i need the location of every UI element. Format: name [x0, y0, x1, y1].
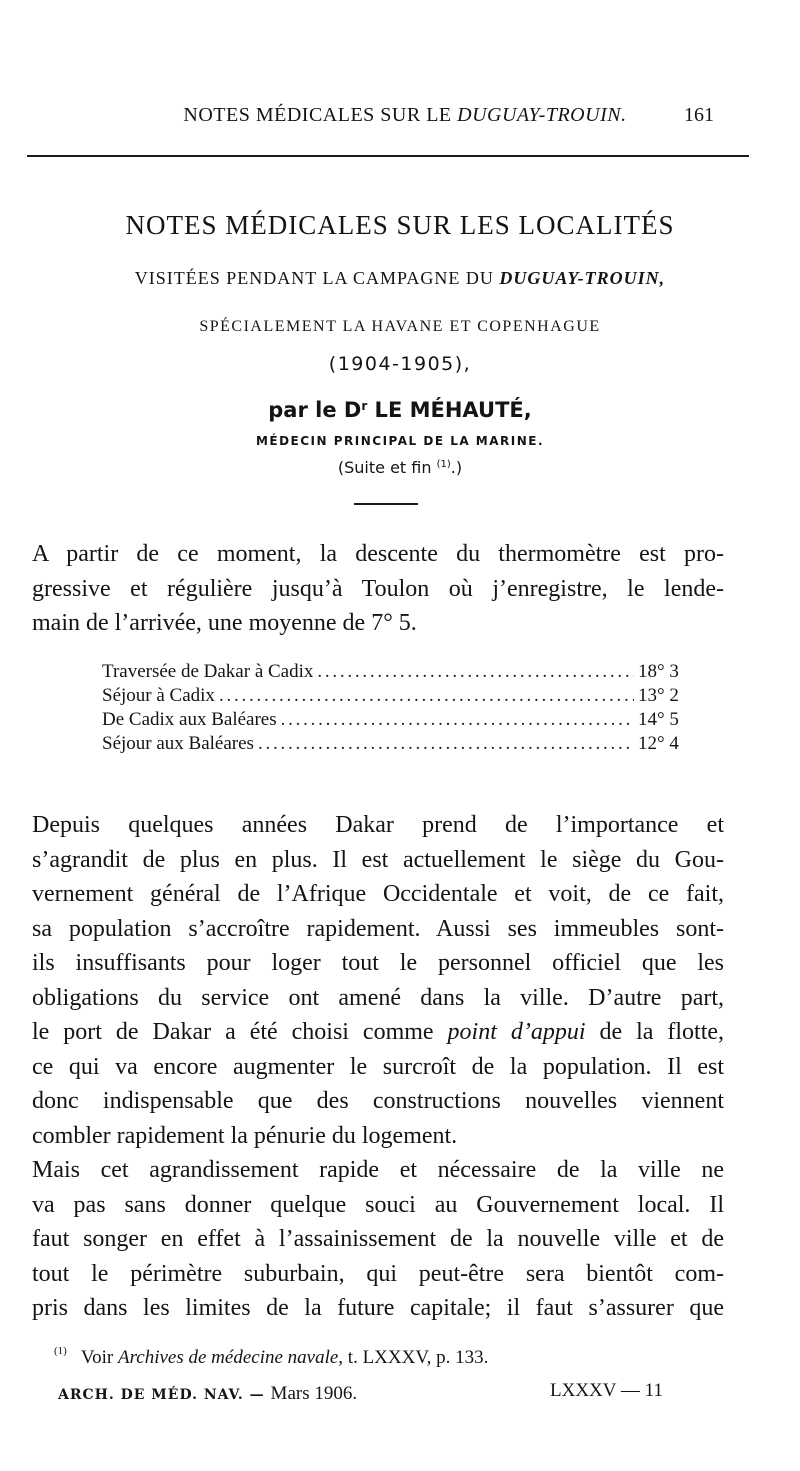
article-title-line2 — [0, 268, 800, 289]
journal-imprint — [58, 1383, 357, 1405]
signature-mark: LXXXV — 11 — [550, 1380, 663, 1401]
text-line: donc indispensable que des constructions nouvelles viennent — [32, 1088, 724, 1114]
temperature-value: 13° 2 — [638, 685, 679, 706]
temperature-row — [102, 660, 698, 684]
text-line: s’agrandit de plus en plus. Il est actuellement le siège du Gou- — [32, 846, 724, 873]
author-line — [0, 398, 800, 422]
temperature-value: 18° 3 — [638, 661, 679, 682]
footnote — [54, 1345, 488, 1369]
running-head — [135, 104, 675, 127]
author-dr-sup: r — [361, 399, 368, 413]
temperature-row — [102, 732, 698, 756]
text-line: A partir de ce moment, la descente du thermomètre est pro- — [32, 541, 724, 567]
temperature-label: Séjour à Cadix — [102, 685, 215, 706]
text-line: obligations du service ont amené dans la ville. D’autre part, — [32, 984, 724, 1011]
journal-date: Mars 1906. — [270, 1383, 358, 1404]
running-head-plain: NOTES MÉDICALES SUR LE — [183, 104, 458, 126]
paragraph-2 — [32, 808, 724, 1326]
suite-footnote-ref: (1) — [436, 459, 451, 470]
title-separator-rule — [354, 503, 418, 505]
leader-dots — [281, 708, 634, 732]
page-number: 161 — [684, 104, 714, 126]
author-prefix: par le — [268, 398, 344, 422]
temperature-label: De Cadix aux Baléares — [102, 709, 277, 730]
footnote-after: t. LXXXV, p. 133. — [343, 1347, 489, 1368]
suite-note — [0, 458, 800, 477]
text-line: tout le périmètre suburbain, qui peut-être sera bientôt com- — [32, 1260, 724, 1287]
text-line: combler rapidement la pénurie du logement. — [32, 1122, 458, 1149]
text-before-italic: le port de Dakar a été choisi comme — [32, 1019, 448, 1045]
text-line: va pas sans donner quelque souci au Gouvernement local. Il — [32, 1191, 724, 1218]
article-years: (1904-1905), — [328, 353, 472, 375]
temperature-row — [102, 708, 698, 732]
temperature-row — [102, 684, 698, 708]
article-title-line3: SPÉCIALEMENT LA HAVANE ET COPENHAGUE — [199, 318, 601, 335]
header-rule — [27, 155, 749, 157]
text-line: ils insuffisants pour loger tout le personnel officiel que les — [32, 950, 724, 976]
temperature-table — [102, 660, 698, 756]
footnote-plain: Voir — [80, 1347, 118, 1368]
text-line-with-italic — [32, 1015, 724, 1050]
text-line: Mais cet agrandissement rapide et nécessaire de la ville ne — [32, 1157, 724, 1183]
text-line: faut songer en effet à l’assainissement de la nouvelle ville et de — [32, 1226, 724, 1252]
title-line2-plain: VISITÉES PENDANT LA CAMPAGNE DU — [134, 268, 500, 288]
temperature-value: 14° 5 — [638, 709, 679, 730]
text-line: sa population s’accroître rapidement. Aussi ses immeubles sont- — [32, 915, 724, 942]
paragraph-1 — [32, 537, 724, 641]
text-line: gressive et régulière jusqu’à Toulon où j’enregistre, le lende- — [32, 575, 724, 602]
running-head-italic: DUGUAY-TROUIN. — [457, 104, 627, 126]
temperature-label: Traversée de Dakar à Cadix — [102, 661, 314, 682]
temperature-value: 12° 4 — [638, 733, 679, 754]
article-title-line1: NOTES MÉDICALES SUR LES LOCALITÉS — [125, 210, 675, 240]
footnote-italic: Archives de médecine navale, — [117, 1347, 344, 1368]
text-line: ce qui va encore augmenter le surcroît de la population. Il est — [32, 1053, 724, 1080]
text-line: Depuis quelques années Dakar prend de l’importance et — [32, 812, 724, 838]
italic-phrase: point d’appui — [447, 1019, 586, 1045]
journal-name: ARCH. DE MÉD. NAV. — — [58, 1387, 271, 1403]
footnote-ref: (1) — [54, 1345, 67, 1357]
title-line2-italic: DUGUAY-TROUIN, — [499, 268, 666, 288]
temperature-label: Séjour aux Baléares — [102, 733, 254, 754]
text-line: pris dans les limites de la future capitale; il faut s’assurer que — [32, 1295, 724, 1321]
text-after-italic: de la flotte, — [585, 1019, 725, 1045]
leader-dots — [317, 660, 634, 684]
text-line: main de l’arrivée, une moyenne de 7° 5. — [32, 610, 417, 636]
author-name: LE MÉHAUTÉ, — [367, 398, 532, 422]
text-line: vernement général de l’Afrique Occidentale et voit, de ce fait, — [32, 881, 724, 907]
suite-close: .) — [450, 458, 463, 477]
leader-dots — [258, 732, 634, 756]
suite-text: (Suite et fin — [337, 458, 437, 477]
leader-dots — [219, 684, 634, 708]
author-dr: D — [343, 398, 362, 422]
author-affiliation: MÉDECIN PRINCIPAL DE LA MARINE. — [255, 434, 545, 448]
